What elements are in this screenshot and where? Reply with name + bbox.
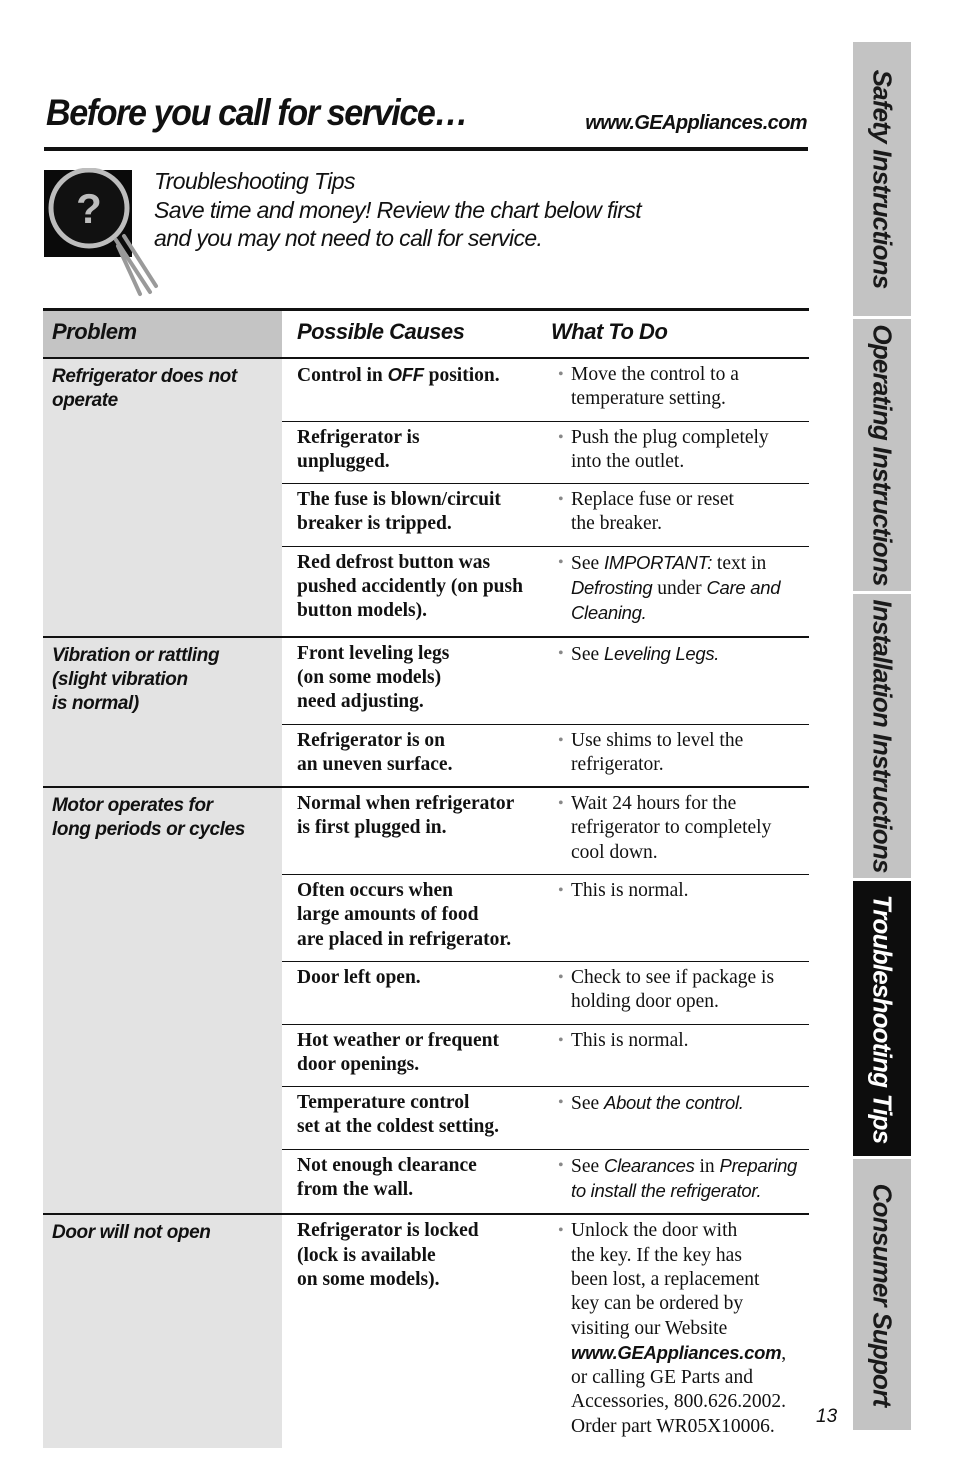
- header-problem: Problem: [52, 319, 137, 344]
- text-span: OFF: [387, 364, 424, 385]
- text-span[interactable]: www.GEAppliances.com: [571, 1341, 782, 1363]
- bullet-icon: •: [558, 968, 564, 986]
- svg-text:?: ?: [76, 185, 102, 232]
- text-span: About the control.: [604, 1092, 744, 1114]
- bullet-icon: •: [558, 731, 564, 749]
- text-span: Use shims to level the: [571, 729, 744, 751]
- text-span: in: [694, 1155, 720, 1177]
- cause-cell: [282, 966, 550, 1015]
- sidebar-tab-label: Troubleshooting Tips: [867, 894, 898, 1143]
- sidebar-tab-label: Safety Instructions: [867, 69, 898, 289]
- what-to-do-cell: [550, 966, 809, 1015]
- problem-group: [43, 638, 809, 788]
- what-to-do-cell: [550, 551, 809, 627]
- what-to-do-cell: [550, 1029, 809, 1078]
- problem-cell: [43, 638, 282, 786]
- header-what-to-do: What To Do: [551, 319, 668, 344]
- cause-cell: [282, 1029, 550, 1078]
- problem-line: Vibration or rattling: [52, 644, 220, 666]
- sidebar-tab-operating-instructions[interactable]: [853, 319, 911, 591]
- what-to-do-cell: [550, 792, 809, 865]
- text-span: from the wall.: [297, 1179, 414, 1201]
- text-span: (lock is available: [297, 1244, 436, 1266]
- text-span: need adjusting.: [297, 691, 424, 713]
- cause-cell: [282, 363, 550, 412]
- text-span: ,: [781, 1342, 787, 1364]
- text-span: or calling GE Parts and: [571, 1367, 753, 1389]
- cause-cell: [282, 1091, 550, 1140]
- text-span: Temperature control: [297, 1092, 470, 1114]
- text-span: under: [652, 578, 707, 600]
- text-span: cool down.: [571, 841, 658, 863]
- text-span: Red defrost button was: [297, 551, 491, 573]
- website-url[interactable]: www.GEAppliances.com: [585, 112, 807, 134]
- cause-cell: [282, 729, 550, 778]
- text-span: key can be ordered by: [571, 1293, 744, 1315]
- text-span: See: [571, 1155, 605, 1177]
- text-span: Refrigerator is: [297, 426, 420, 448]
- text-span: breaker is tripped.: [297, 513, 452, 535]
- what-to-do-cell: [550, 1154, 809, 1205]
- text-span: on some models).: [297, 1268, 440, 1290]
- intro-block: [154, 167, 641, 253]
- problem-cell: [43, 1215, 282, 1448]
- text-span: Cleaning.: [571, 602, 647, 624]
- table-row: [282, 788, 809, 875]
- table-row: [282, 638, 809, 725]
- what-to-do-cell: [550, 426, 809, 475]
- cause-cell: [282, 792, 550, 865]
- text-span: See: [571, 1093, 605, 1115]
- problem-group: [43, 788, 809, 1215]
- sidebar-tab-consumer-support[interactable]: [853, 1159, 911, 1430]
- problem-cell: [43, 359, 282, 636]
- bullet-icon: •: [558, 491, 564, 509]
- text-span: position.: [423, 365, 500, 386]
- text-span: Unlock the door with: [571, 1220, 738, 1242]
- table-header: [43, 308, 809, 359]
- what-to-do-cell: [550, 1219, 809, 1439]
- text-span: door openings.: [297, 1053, 420, 1075]
- section-sidebar: [853, 42, 911, 1430]
- text-span: set at the coldest setting.: [297, 1116, 499, 1138]
- text-span: The fuse is blown/circuit: [297, 489, 501, 511]
- text-span: holding door open.: [571, 991, 719, 1013]
- problem-line: operate: [52, 390, 118, 411]
- text-span: Push the plug completely: [571, 426, 769, 448]
- bullet-icon: •: [558, 795, 564, 813]
- sidebar-tab-safety-instructions[interactable]: [853, 42, 911, 316]
- text-span: This is normal.: [571, 1029, 689, 1051]
- sidebar-tab-label: Operating Instructions: [867, 324, 898, 586]
- problem-line: is normal): [52, 692, 139, 714]
- what-to-do-cell: [550, 642, 809, 715]
- problem-group: [43, 1215, 809, 1448]
- title-divider: [44, 147, 808, 151]
- header-possible-causes: Possible Causes: [297, 319, 465, 344]
- text-span: (on some models): [297, 666, 442, 688]
- table-row: [282, 1087, 809, 1150]
- text-span: pushed accidently (on push: [297, 576, 523, 598]
- sidebar-tab-label: Consumer Support: [867, 1183, 898, 1406]
- table-row: [282, 547, 809, 636]
- problem-line: Refrigerator does not: [52, 366, 237, 387]
- text-span: refrigerator to completely: [571, 817, 772, 839]
- text-span: See: [571, 552, 605, 574]
- bullet-icon: •: [558, 1094, 564, 1112]
- text-span: Control in: [297, 365, 388, 386]
- cause-cell: [282, 488, 550, 537]
- text-span: Front leveling legs: [297, 642, 450, 664]
- text-span: Clearances: [604, 1154, 695, 1176]
- text-span: is first plugged in.: [297, 817, 447, 839]
- text-span: See: [571, 643, 605, 665]
- text-span: temperature setting.: [571, 388, 726, 410]
- problem-line: Door will not open: [52, 1222, 211, 1244]
- text-span: Hot weather or frequent: [297, 1029, 500, 1051]
- what-to-do-cell: [550, 729, 809, 778]
- text-span: Leveling Legs.: [604, 642, 720, 664]
- text-span: Door left open.: [297, 966, 421, 988]
- table-row: [282, 1025, 809, 1088]
- text-span: are placed in refrigerator.: [297, 928, 512, 950]
- table-row: [282, 422, 809, 485]
- sidebar-tab-installation-instructions[interactable]: [853, 594, 911, 878]
- text-span: Often occurs when: [297, 880, 453, 902]
- what-to-do-cell: [550, 363, 809, 412]
- cause-cell: [282, 426, 550, 475]
- what-to-do-cell: [550, 1091, 809, 1140]
- cause-cell: [282, 1219, 550, 1439]
- bullet-icon: •: [558, 1222, 564, 1240]
- text-span: Defrosting: [571, 577, 653, 599]
- problem-line: (slight vibration: [52, 668, 188, 690]
- text-span: text in: [712, 552, 767, 574]
- magnifying-glass-question-icon: [44, 168, 164, 298]
- text-span: the key. If the key has: [571, 1244, 742, 1266]
- cause-cell: [282, 642, 550, 715]
- text-span: large amounts of food: [297, 904, 479, 926]
- text-span: Order part WR05X10006.: [571, 1415, 775, 1437]
- bullet-icon: •: [558, 1031, 564, 1049]
- intro-line: Save time and money! Review the chart below first: [154, 196, 642, 223]
- text-span: Check to see if package is: [571, 966, 775, 988]
- problem-line: Motor operates for: [52, 795, 213, 817]
- table-row: [282, 875, 809, 962]
- text-span: IMPORTANT:: [604, 551, 713, 573]
- table-row: [282, 962, 809, 1025]
- problem-line: long periods or cycles: [52, 819, 245, 841]
- problem-group: [43, 359, 809, 638]
- text-span: refrigerator.: [571, 753, 664, 775]
- bullet-icon: •: [558, 644, 564, 662]
- text-span: Replace fuse or reset: [571, 489, 734, 511]
- text-span: an uneven surface.: [297, 753, 453, 775]
- text-span: the breaker.: [571, 513, 662, 535]
- text-span: Accessories, 800.626.2002.: [571, 1391, 787, 1413]
- text-span: button models).: [297, 600, 428, 622]
- text-span: visiting our Website: [571, 1317, 728, 1339]
- troubleshooting-table: [43, 308, 809, 1448]
- sidebar-tab-label: Installation Instructions: [867, 599, 898, 873]
- text-span: Care and: [706, 577, 781, 599]
- sidebar-tab-troubleshooting-tips[interactable]: [853, 881, 911, 1156]
- table-row: [282, 484, 809, 547]
- bullet-icon: •: [558, 1156, 564, 1174]
- cause-cell: [282, 1154, 550, 1205]
- text-span: been lost, a replacement: [571, 1268, 760, 1290]
- intro-heading: Troubleshooting Tips: [154, 168, 355, 194]
- bullet-icon: •: [558, 882, 564, 900]
- text-span: unplugged.: [297, 450, 390, 472]
- text-span: Move the control to a: [571, 364, 739, 385]
- cause-cell: [282, 551, 550, 627]
- page-number: 13: [816, 1406, 838, 1427]
- cause-cell: [282, 879, 550, 952]
- table-body: [43, 359, 809, 1448]
- what-to-do-cell: [550, 879, 809, 952]
- bullet-icon: •: [558, 366, 564, 383]
- text-span: Not enough clearance: [297, 1154, 477, 1176]
- text-span: Normal when refrigerator: [297, 793, 515, 815]
- page-title: Before you call for service…: [46, 92, 468, 133]
- text-span: Wait 24 hours for the: [571, 793, 737, 815]
- what-to-do-cell: [550, 488, 809, 537]
- text-span: Refrigerator is on: [297, 729, 446, 751]
- bullet-icon: •: [558, 553, 564, 571]
- table-row: [282, 1150, 809, 1214]
- text-span: This is normal.: [571, 880, 689, 902]
- text-span: Refrigerator is locked: [297, 1220, 479, 1242]
- table-row: [282, 725, 809, 787]
- problem-cell: [43, 788, 282, 1213]
- bullet-icon: •: [558, 428, 564, 446]
- text-span: into the outlet.: [571, 450, 685, 472]
- table-row: [282, 1215, 809, 1448]
- text-span: Preparing: [719, 1154, 798, 1176]
- intro-line: and you may not need to call for service.: [154, 225, 543, 251]
- table-row: [282, 359, 809, 422]
- text-span: to install the refrigerator.: [571, 1180, 762, 1202]
